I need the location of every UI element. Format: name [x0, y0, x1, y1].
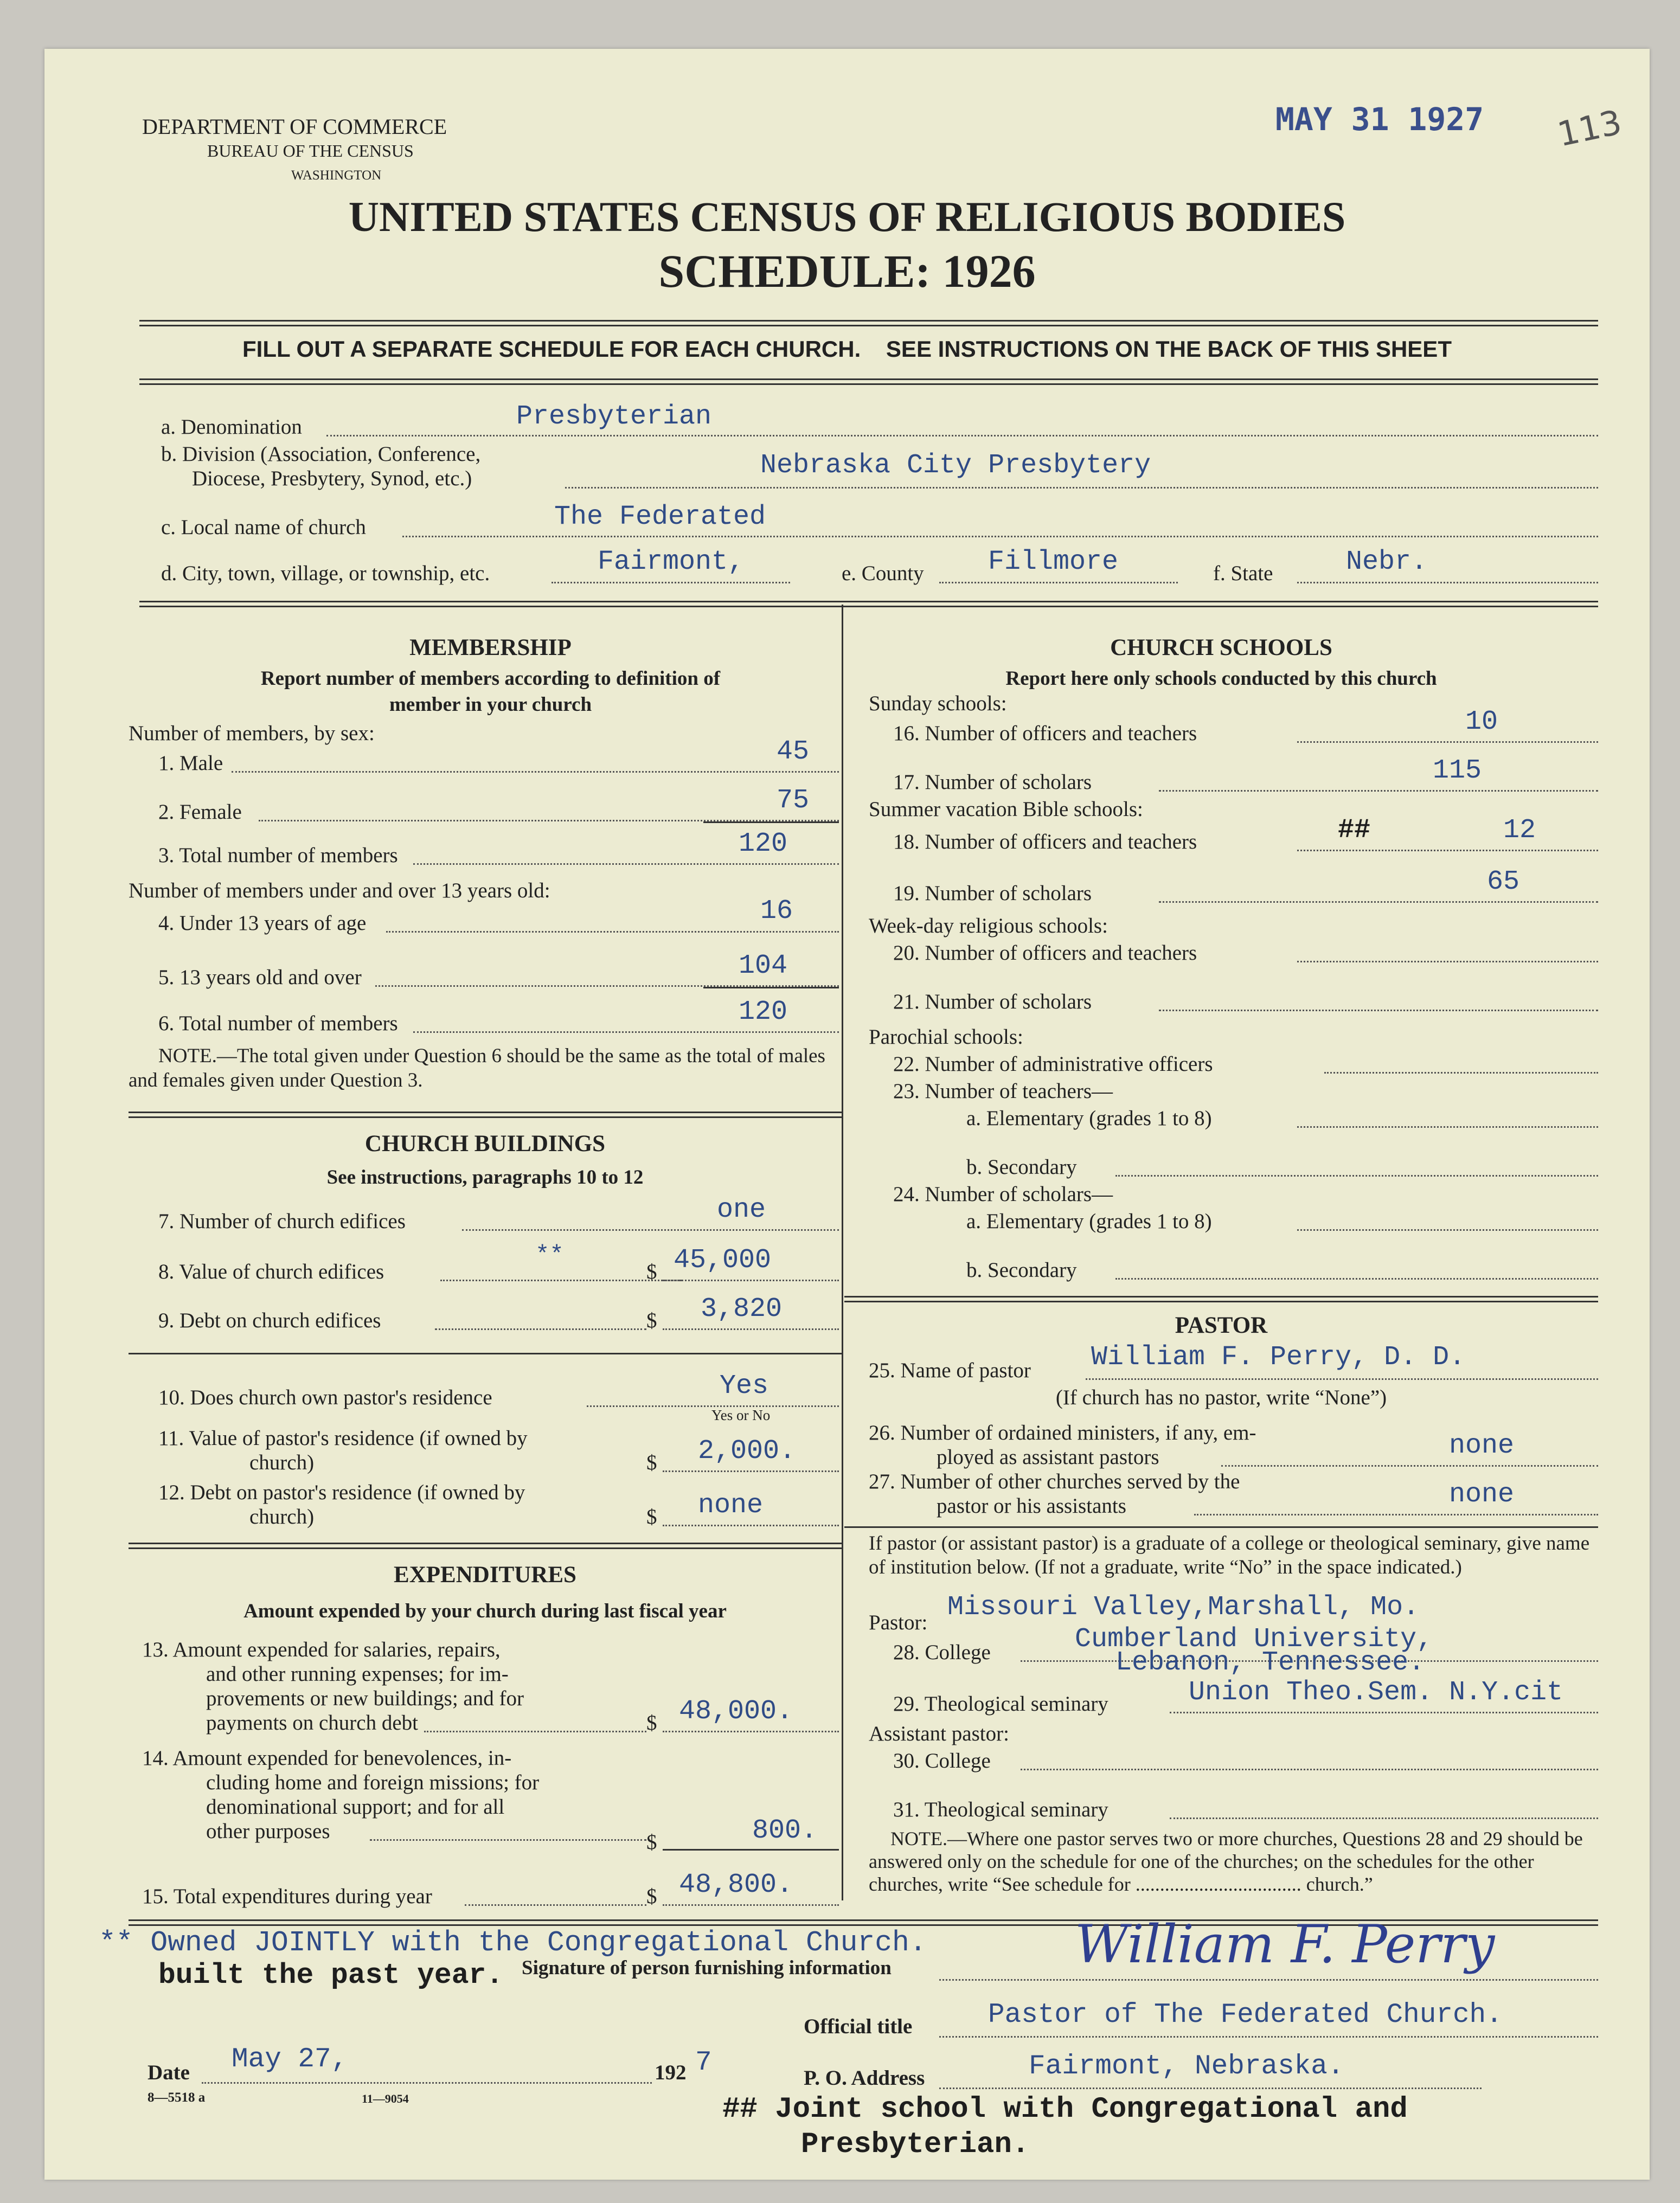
date-line	[202, 2082, 652, 2084]
q7-label: 7. Number of church edifices	[158, 1210, 406, 1233]
by-sex-label: Number of members, by sex:	[129, 722, 375, 745]
q4-line	[386, 931, 839, 933]
q18-value[interactable]: 12	[1503, 815, 1536, 846]
q27-label-2: pastor or his assistants	[937, 1494, 1126, 1518]
date-label: Date	[148, 2061, 190, 2084]
q14-line-4: other purposes	[206, 1820, 330, 1843]
signature: William F. Perry	[1075, 1914, 1495, 1975]
q13-line	[424, 1731, 646, 1732]
q17-label: 17. Number of scholars	[893, 770, 1092, 794]
pastor-heading: PASTOR	[1175, 1313, 1268, 1338]
q23b-label: b. Secondary	[966, 1155, 1077, 1179]
q10-label: 10. Does church own pastor's residence	[158, 1386, 492, 1409]
membership-rule	[129, 1112, 842, 1118]
q6-line	[413, 1031, 839, 1033]
q28-label: 28. College	[893, 1641, 991, 1664]
q29-line	[1170, 1712, 1598, 1713]
county-value[interactable]: Fillmore	[988, 547, 1119, 577]
church-name-line	[402, 536, 1598, 537]
q18-label: 18. Number of officers and teachers	[893, 830, 1197, 853]
q7-line	[462, 1229, 839, 1231]
q25-label: 25. Name of pastor	[869, 1359, 1031, 1382]
q15-dollar: $	[646, 1885, 657, 1908]
q30-line	[1021, 1769, 1598, 1770]
buildings-rule	[129, 1353, 842, 1354]
q8-mark: **	[535, 1242, 564, 1269]
membership-sub-1: Report number of members according to definition of	[260, 667, 721, 690]
q13-dollar: $	[646, 1711, 657, 1735]
po-address-label: P. O. Address	[804, 2066, 925, 2090]
q15-value[interactable]: 48,800.	[679, 1870, 793, 1900]
q18-line	[1297, 850, 1598, 851]
q29-label: 29. Theological seminary	[893, 1692, 1108, 1716]
q28-value-1[interactable]: Missouri Valley,Marshall, Mo.	[947, 1592, 1420, 1623]
q12-amount-line	[663, 1525, 839, 1526]
q12-label-2: church)	[249, 1505, 315, 1528]
q20-line	[1297, 961, 1598, 962]
q12-dollar: $	[646, 1505, 657, 1528]
q14-line-1: 14. Amount expended for benevolences, in-	[142, 1746, 512, 1770]
pastor-rule	[844, 1526, 1598, 1528]
q4-value[interactable]: 16	[760, 896, 793, 927]
q15-label: 15. Total expenditures during year	[142, 1885, 432, 1908]
q17-value[interactable]: 115	[1433, 755, 1482, 786]
q2-total-rule	[703, 821, 839, 823]
buildings-sub: See instructions, paragraphs 10 to 12	[326, 1166, 644, 1189]
q8-amount-line	[663, 1280, 839, 1281]
q9-label: 9. Debt on church edifices	[158, 1309, 381, 1332]
q9-line	[435, 1328, 646, 1330]
state-label: f. State	[1213, 562, 1273, 585]
q13-line-2: and other running expenses; for im-	[206, 1662, 509, 1686]
q21-label: 21. Number of scholars	[893, 990, 1092, 1013]
division-line	[565, 487, 1598, 489]
q13-line-3: provements or new buildings; and for	[206, 1687, 524, 1710]
q13-line-1: 13. Amount expended for salaries, repairs,	[142, 1638, 501, 1661]
pastor-college-heading: Pastor:	[869, 1611, 928, 1634]
sunday-label: Sunday schools:	[869, 692, 1007, 715]
q31-label: 31. Theological seminary	[893, 1798, 1108, 1821]
q4-label: 4. Under 13 years of age	[158, 911, 367, 935]
q23-label: 23. Number of teachers—	[893, 1080, 1113, 1103]
q13-amount-line	[663, 1731, 839, 1732]
q14-value[interactable]: 800.	[752, 1815, 818, 1846]
county-line	[939, 582, 1178, 583]
expenditures-heading: EXPENDITURES	[394, 1562, 576, 1588]
membership-note: NOTE.—The total given under Question 6 should be the same as the total of males and females given under Question 3.	[129, 1045, 825, 1091]
assistant-pastor-heading: Assistant pastor:	[869, 1722, 1009, 1745]
buildings-heading: CHURCH BUILDINGS	[364, 1131, 606, 1157]
denomination-line	[326, 435, 1598, 436]
q8-dollar: $	[646, 1260, 657, 1283]
weekday-label: Week-day religious schools:	[869, 914, 1108, 937]
header-rule-top	[139, 320, 1598, 326]
city-label: d. City, town, village, or township, etc.	[161, 562, 490, 585]
q6-label: 6. Total number of members	[158, 1012, 398, 1035]
q1-label: 1. Male	[158, 752, 223, 775]
q26-label-2: ployed as assistant pastors	[937, 1446, 1159, 1469]
city-value[interactable]: Fairmont,	[598, 547, 745, 577]
q6-value[interactable]: 120	[739, 997, 788, 1027]
remark-joint-school: ## Joint school with Congregational and	[722, 2093, 1408, 2126]
q18-mark: ##	[1338, 815, 1371, 846]
q16-line	[1297, 741, 1598, 743]
year-prefix: 192	[655, 2061, 687, 2084]
q29-value[interactable]: Union Theo.Sem. N.Y.cit	[1189, 1677, 1563, 1708]
q16-label: 16. Number of officers and teachers	[893, 722, 1197, 745]
q25-value[interactable]: William F. Perry, D. D.	[1091, 1342, 1466, 1373]
q28-value-2[interactable]: Cumberland University,	[1075, 1624, 1433, 1655]
q23a-label: a. Elementary (grades 1 to 8)	[966, 1107, 1212, 1130]
by-age-label: Number of members under and over 13 years old:	[129, 879, 550, 902]
q26-label-1: 26. Number of ordained ministers, if any, em-	[869, 1421, 1256, 1444]
graduate-note: If pastor (or assistant pastor) is a graduate of a college or theological seminary, give name of institution below. (If not a graduate, write “No” in the space indicated.)	[869, 1532, 1590, 1578]
column-divider	[842, 605, 843, 1900]
q26-line	[1221, 1465, 1598, 1467]
q27-label-1: 27. Number of other churches served by the	[869, 1470, 1240, 1493]
schools-sub: Report here only schools conducted by this church	[1005, 667, 1437, 690]
q10-value[interactable]: Yes	[720, 1371, 769, 1402]
q30-label: 30. College	[893, 1749, 991, 1772]
q11-dollar: $	[646, 1451, 657, 1474]
po-address-line	[939, 2088, 1482, 2089]
remark-presbyterian: Presbyterian.	[801, 2128, 1030, 2161]
q9-value[interactable]: 3,820	[701, 1294, 783, 1325]
remark-built: built the past year.	[158, 1959, 504, 1992]
q14-amount-line	[663, 1849, 839, 1851]
q27-line	[1194, 1514, 1598, 1515]
q13-value[interactable]: 48,000.	[679, 1696, 793, 1727]
q5-label: 5. 13 years old and over	[158, 966, 362, 989]
division-label-1: b. Division (Association, Conference,	[161, 442, 481, 466]
po-address-value[interactable]: Fairmont, Nebraska.	[1029, 2051, 1344, 2082]
q8-label: 8. Value of church edifices	[158, 1260, 384, 1283]
q7-value[interactable]: one	[717, 1194, 766, 1225]
buildings-bottom-rule	[129, 1543, 842, 1549]
form-subtitle: SCHEDULE: 1926	[658, 245, 1036, 297]
q3-label: 3. Total number of members	[158, 844, 398, 867]
q15-amount-line	[663, 1904, 839, 1906]
signature-line	[939, 1979, 1598, 1981]
q9-amount-line	[663, 1328, 839, 1330]
q3-value[interactable]: 120	[739, 828, 788, 859]
q24a-label: a. Elementary (grades 1 to 8)	[966, 1210, 1212, 1233]
q12-label-1: 12. Debt on pastor's residence (if owned by	[158, 1481, 525, 1504]
form-number: 8—5518 a	[148, 2090, 206, 2105]
church-name-label: c. Local name of church	[161, 516, 366, 539]
q16-value[interactable]: 10	[1465, 706, 1498, 737]
q19-label: 19. Number of scholars	[893, 882, 1092, 905]
q11-value[interactable]: 2,000.	[698, 1436, 796, 1467]
division-label-2: Diocese, Presbytery, Synod, etc.)	[192, 467, 472, 490]
schools-rule	[844, 1296, 1598, 1302]
denomination-label: a. Denomination	[161, 415, 302, 439]
q14-line-2: cluding home and foreign missions; for	[206, 1771, 540, 1794]
q24b-label: b. Secondary	[966, 1258, 1077, 1282]
q24-label: 24. Number of scholars—	[893, 1183, 1113, 1206]
q19-line	[1159, 901, 1598, 903]
schools-heading: CHURCH SCHOOLS	[1110, 635, 1332, 660]
q5-total-rule	[703, 987, 839, 988]
q8-line	[440, 1280, 682, 1281]
q20-label: 20. Number of officers and teachers	[893, 941, 1197, 965]
q14-line	[370, 1839, 646, 1841]
q25-line	[1086, 1378, 1598, 1380]
header-rule-bottom	[139, 378, 1598, 385]
city-line	[552, 582, 790, 583]
form-title: UNITED STATES CENSUS OF RELIGIOUS BODIES	[348, 193, 1346, 240]
q1-line	[232, 771, 839, 773]
q17-line	[1159, 790, 1598, 792]
date-value[interactable]: May 27,	[232, 2044, 348, 2075]
q3-line	[413, 863, 839, 865]
q11-label-2: church)	[249, 1451, 315, 1474]
q13-line-4: payments on church debt	[206, 1711, 418, 1735]
q2-label: 2. Female	[158, 800, 242, 824]
q22-label: 22. Number of administrative officers	[893, 1052, 1213, 1076]
census-schedule-sheet	[44, 49, 1650, 2180]
q25-hint: (If church has no pastor, write “None”)	[1055, 1386, 1387, 1409]
q10-hint: Yes or No	[711, 1407, 771, 1423]
official-title-label: Official title	[804, 2015, 913, 2038]
q9-dollar: $	[646, 1309, 657, 1332]
q19-value[interactable]: 65	[1487, 866, 1520, 897]
city-name: WASHINGTON	[291, 168, 382, 183]
official-title-line	[939, 2036, 1598, 2038]
q2-value[interactable]: 75	[777, 785, 810, 816]
q8-value[interactable]: 45,000	[674, 1245, 772, 1276]
county-label: e. County	[842, 562, 924, 585]
q14-dollar: $	[646, 1831, 657, 1854]
print-number: 11—9054	[362, 2092, 409, 2105]
q11-amount-line	[663, 1470, 839, 1472]
official-title-value[interactable]: Pastor of The Federated Church.	[988, 2000, 1503, 2031]
parochial-label: Parochial schools:	[869, 1025, 1023, 1049]
q12-value[interactable]: none	[698, 1490, 764, 1521]
q24b-line	[1115, 1278, 1598, 1280]
q28-value-3[interactable]: Lebanon, Tennessee.	[1115, 1647, 1425, 1678]
pastor-note: NOTE.—Where one pastor serves two or more churches, Questions 28 and 29 should be answered only on the schedule for one of the churches; on the schedules for the other churches, write “See schedule for .................................. church.”	[869, 1828, 1583, 1895]
expenditures-sub: Amount expended by your church during last fiscal year	[243, 1600, 727, 1622]
q24a-line	[1297, 1229, 1598, 1231]
q31-line	[1170, 1817, 1598, 1819]
denomination-value[interactable]: Presbyterian	[516, 401, 712, 432]
q15-line	[465, 1904, 646, 1906]
membership-heading: MEMBERSHIP	[409, 635, 572, 660]
q27-value[interactable]: none	[1449, 1479, 1515, 1510]
bureau-name: BUREAU OF THE CENSUS	[207, 141, 414, 160]
q26-value[interactable]: none	[1449, 1430, 1515, 1461]
q14-line-3: denominational support; and for all	[206, 1795, 505, 1819]
year-digit[interactable]: 7	[695, 2047, 712, 2078]
q22-line	[1324, 1072, 1598, 1074]
state-value[interactable]: Nebr.	[1346, 547, 1428, 577]
handwritten-number: 113	[1554, 102, 1625, 155]
state-line	[1297, 582, 1598, 583]
church-name-value[interactable]: The Federated	[554, 502, 766, 532]
remark-jointly-owned: ** Owned JOINTLY with the Congregational Church.	[99, 1926, 927, 1959]
department-name: DEPARTMENT OF COMMERCE	[142, 114, 447, 139]
q23a-line	[1297, 1126, 1598, 1128]
fill-instruction: FILL OUT A SEPARATE SCHEDULE FOR EACH CHURCH. SEE INSTRUCTIONS ON THE BACK OF THIS SHEET	[242, 336, 1452, 362]
q21-line	[1159, 1010, 1598, 1011]
division-value[interactable]: Nebraska City Presbytery	[760, 450, 1151, 481]
q23b-line	[1115, 1175, 1598, 1177]
summer-label: Summer vacation Bible schools:	[869, 798, 1143, 821]
received-date-stamp: MAY 31 1927	[1275, 101, 1484, 138]
membership-sub-2: member in your church	[389, 693, 592, 716]
q5-value[interactable]: 104	[739, 950, 788, 981]
q1-value[interactable]: 45	[777, 736, 810, 767]
q11-label-1: 11. Value of pastor's residence (if owned by	[158, 1427, 528, 1450]
signature-label: Signature of person furnishing information	[522, 1957, 892, 1979]
general-rule	[139, 601, 1598, 607]
